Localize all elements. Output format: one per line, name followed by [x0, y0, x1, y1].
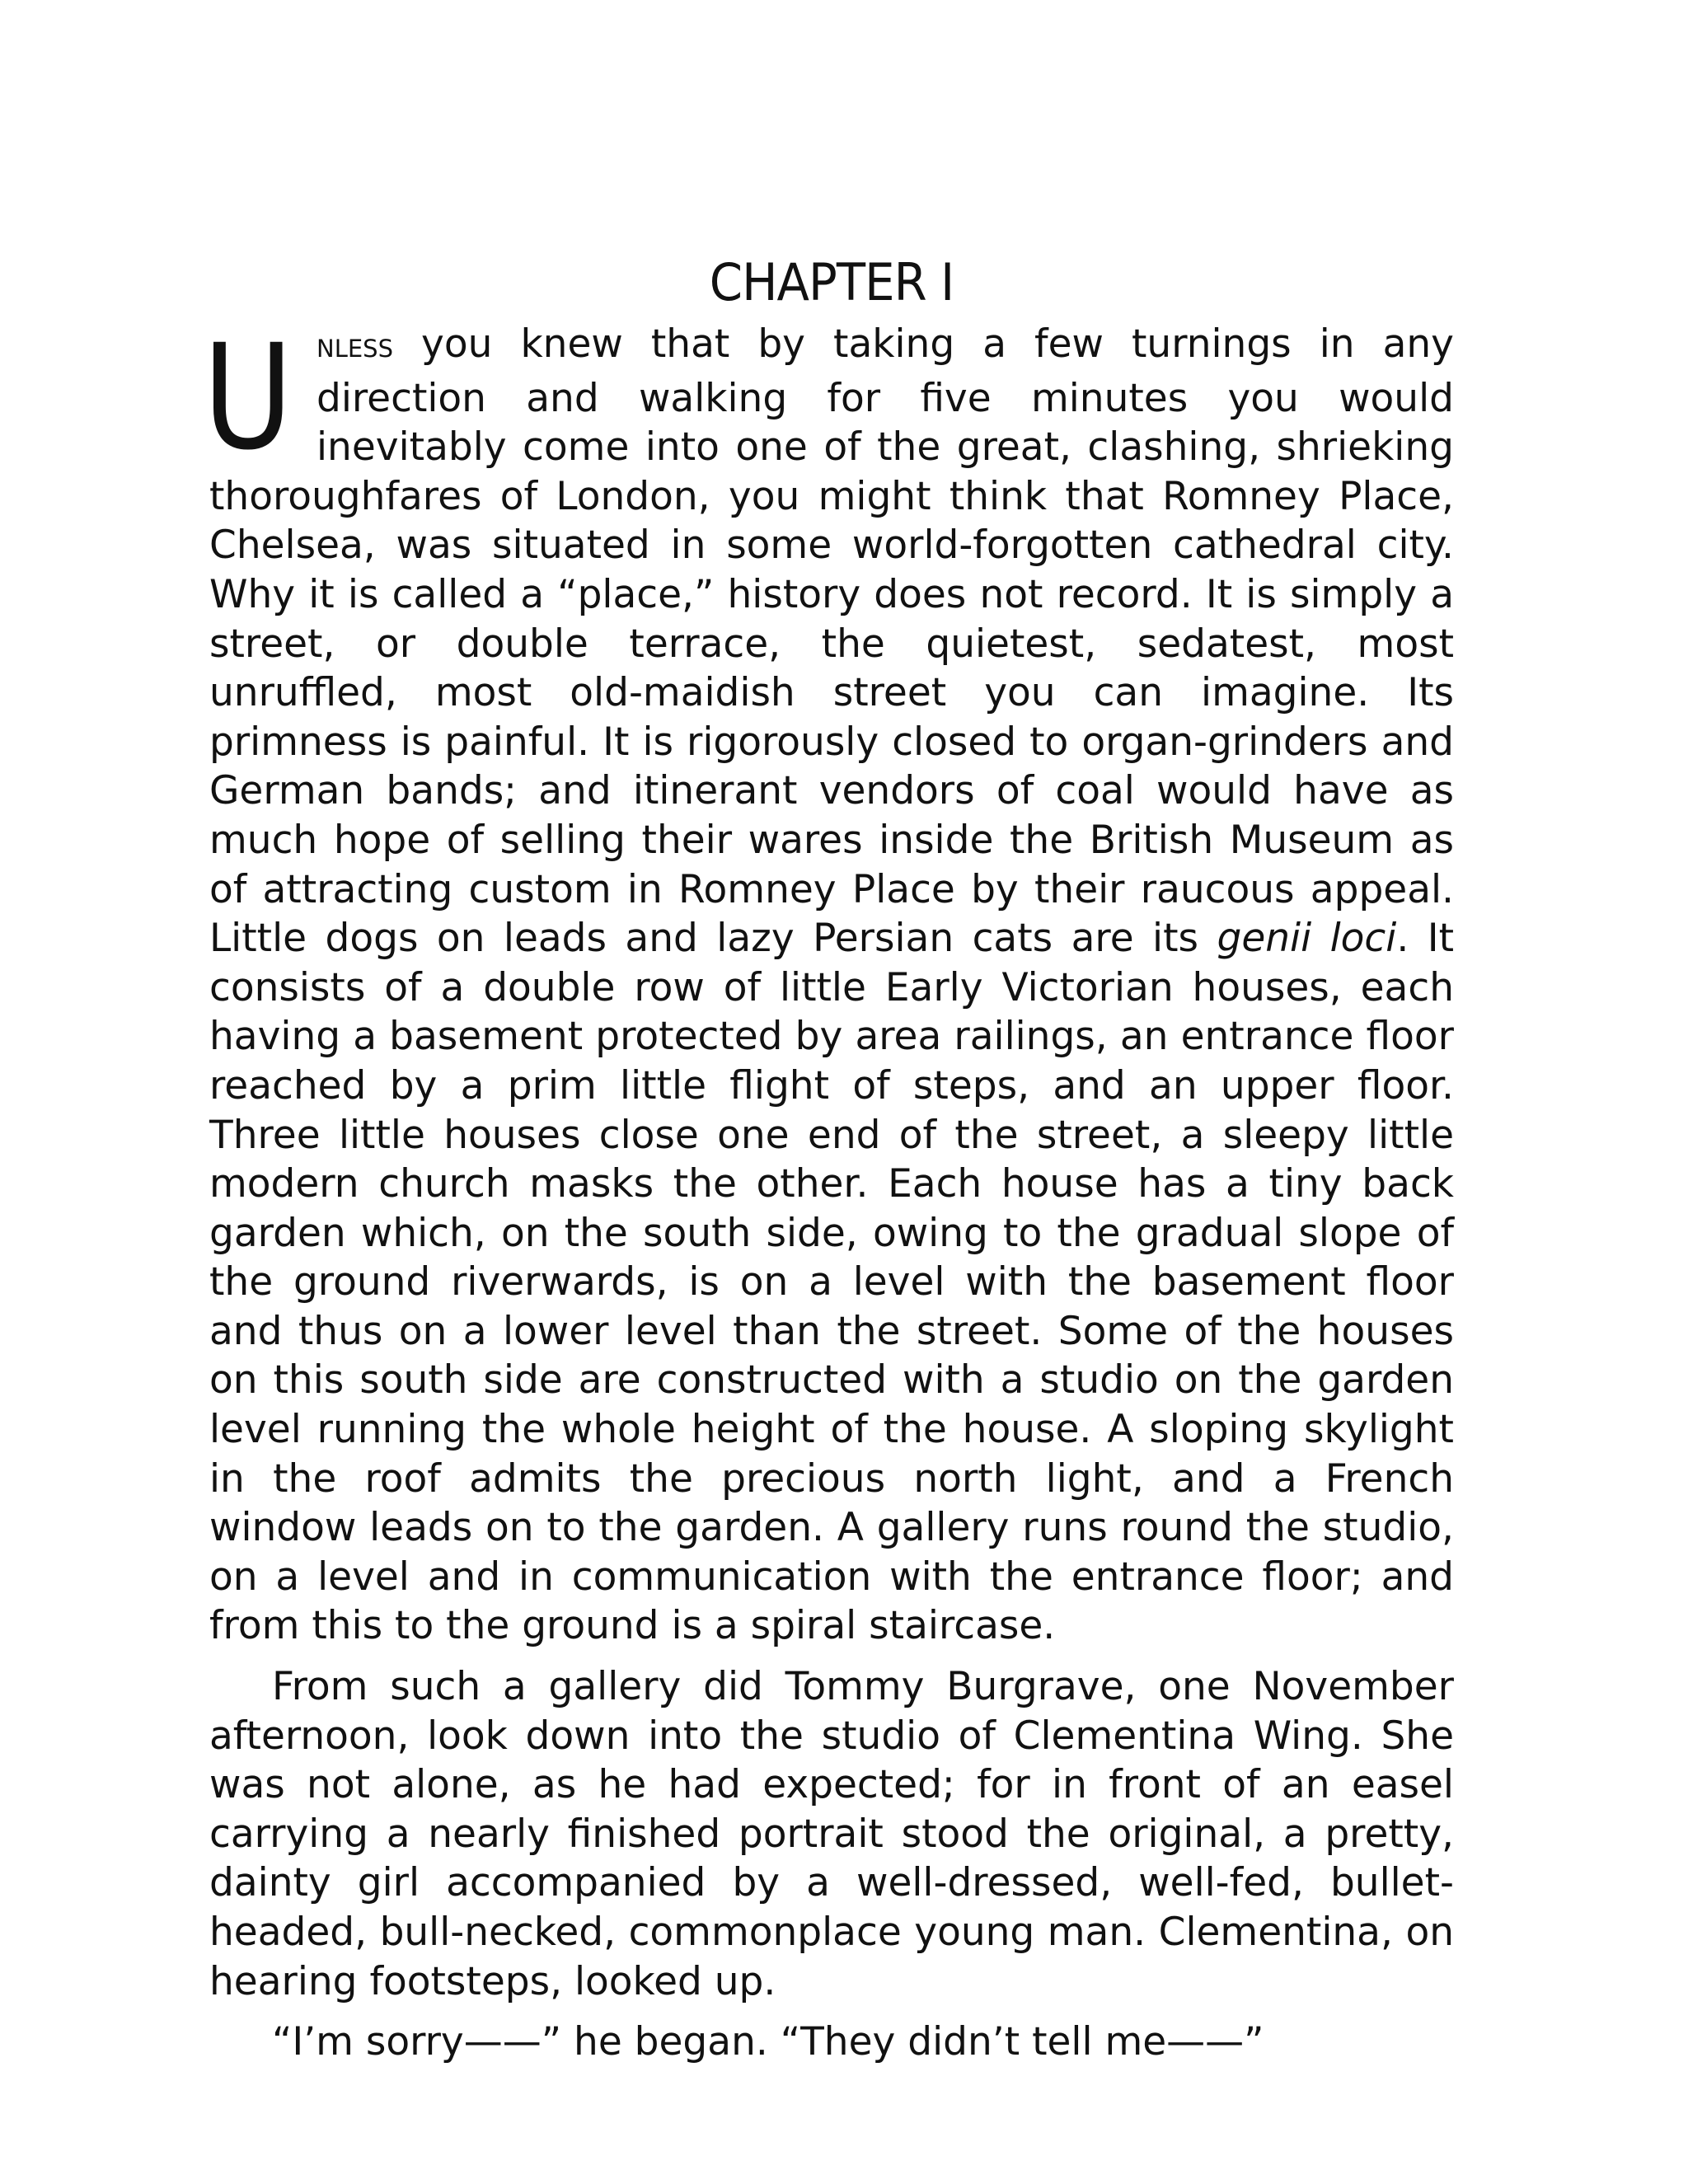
chapter-title: CHAPTER I: [709, 252, 954, 312]
paragraph-1-text-a: you knew that by taking a few turnings in any direction and walking for five minutes you would inevitably come into one of the great, clashing, shrieking thoroughfares of London, you might think that Romney Place, Chelsea, was situated in some world-forgotten cathedral city. Why it is called a “place,” history does not record. It is simply a street, or double terrace, the quietest, sedatest, most unruffled, most old-maidish street you can imagine. Its primness is painful. It is rigorously closed to organ-grinders and German bands; and itinerant vendors of coal would have as much hope of selling their wares inside the British Museum as of attracting custom in Romney Place by their raucous appeal. Little dogs on leads and lazy Persian cats are its: [209, 321, 1454, 962]
drop-cap-letter: U: [203, 313, 293, 482]
small-caps-lead: NLESS: [316, 335, 393, 363]
italic-phrase: genii loci: [1217, 916, 1397, 962]
paragraph-1-text-b: . It consists of a double row of little Early Victorian houses, each having a basement protected by area railings, an entrance floor reached by a prim little flight of steps, and an upper floor. Three little houses close one end of the street, a sleepy little modern church masks the other. Each house has a tiny back garden which, on the south side, owing to the gradual slope of the ground riverwards, is on a level with the basement floor and thus on a lower level than the street. Some of the houses on this south side are constructed with a studio on the garden level running the whole height of the house. A sloping skylight in the roof admits the precious north light, and a French window leads on to the garden. A gallery runs round the studio, on a level and in communication with the entrance floor; and from this to the ground is a spiral staircase.: [209, 916, 1455, 1649]
paragraph-1: [203, 313, 1455, 1651]
paragraph-3: “I’m sorry——” he began. “They didn’t tell me——”: [272, 2019, 1264, 2065]
book-page: [203, 247, 1455, 2067]
paragraph-2: From such a gallery did Tommy Burgrave, one November afternoon, look down into the studio of Clementina Wing. She was not alone, as he had expected; for in front of an easel carrying a nearly finished portrait stood the original, a pretty, dainty girl accompanied by a well-dressed, well-fed, bullet-headed, bull-necked, commonplace young man. Clementina, on hearing footsteps, looked up.: [209, 1664, 1454, 2004]
